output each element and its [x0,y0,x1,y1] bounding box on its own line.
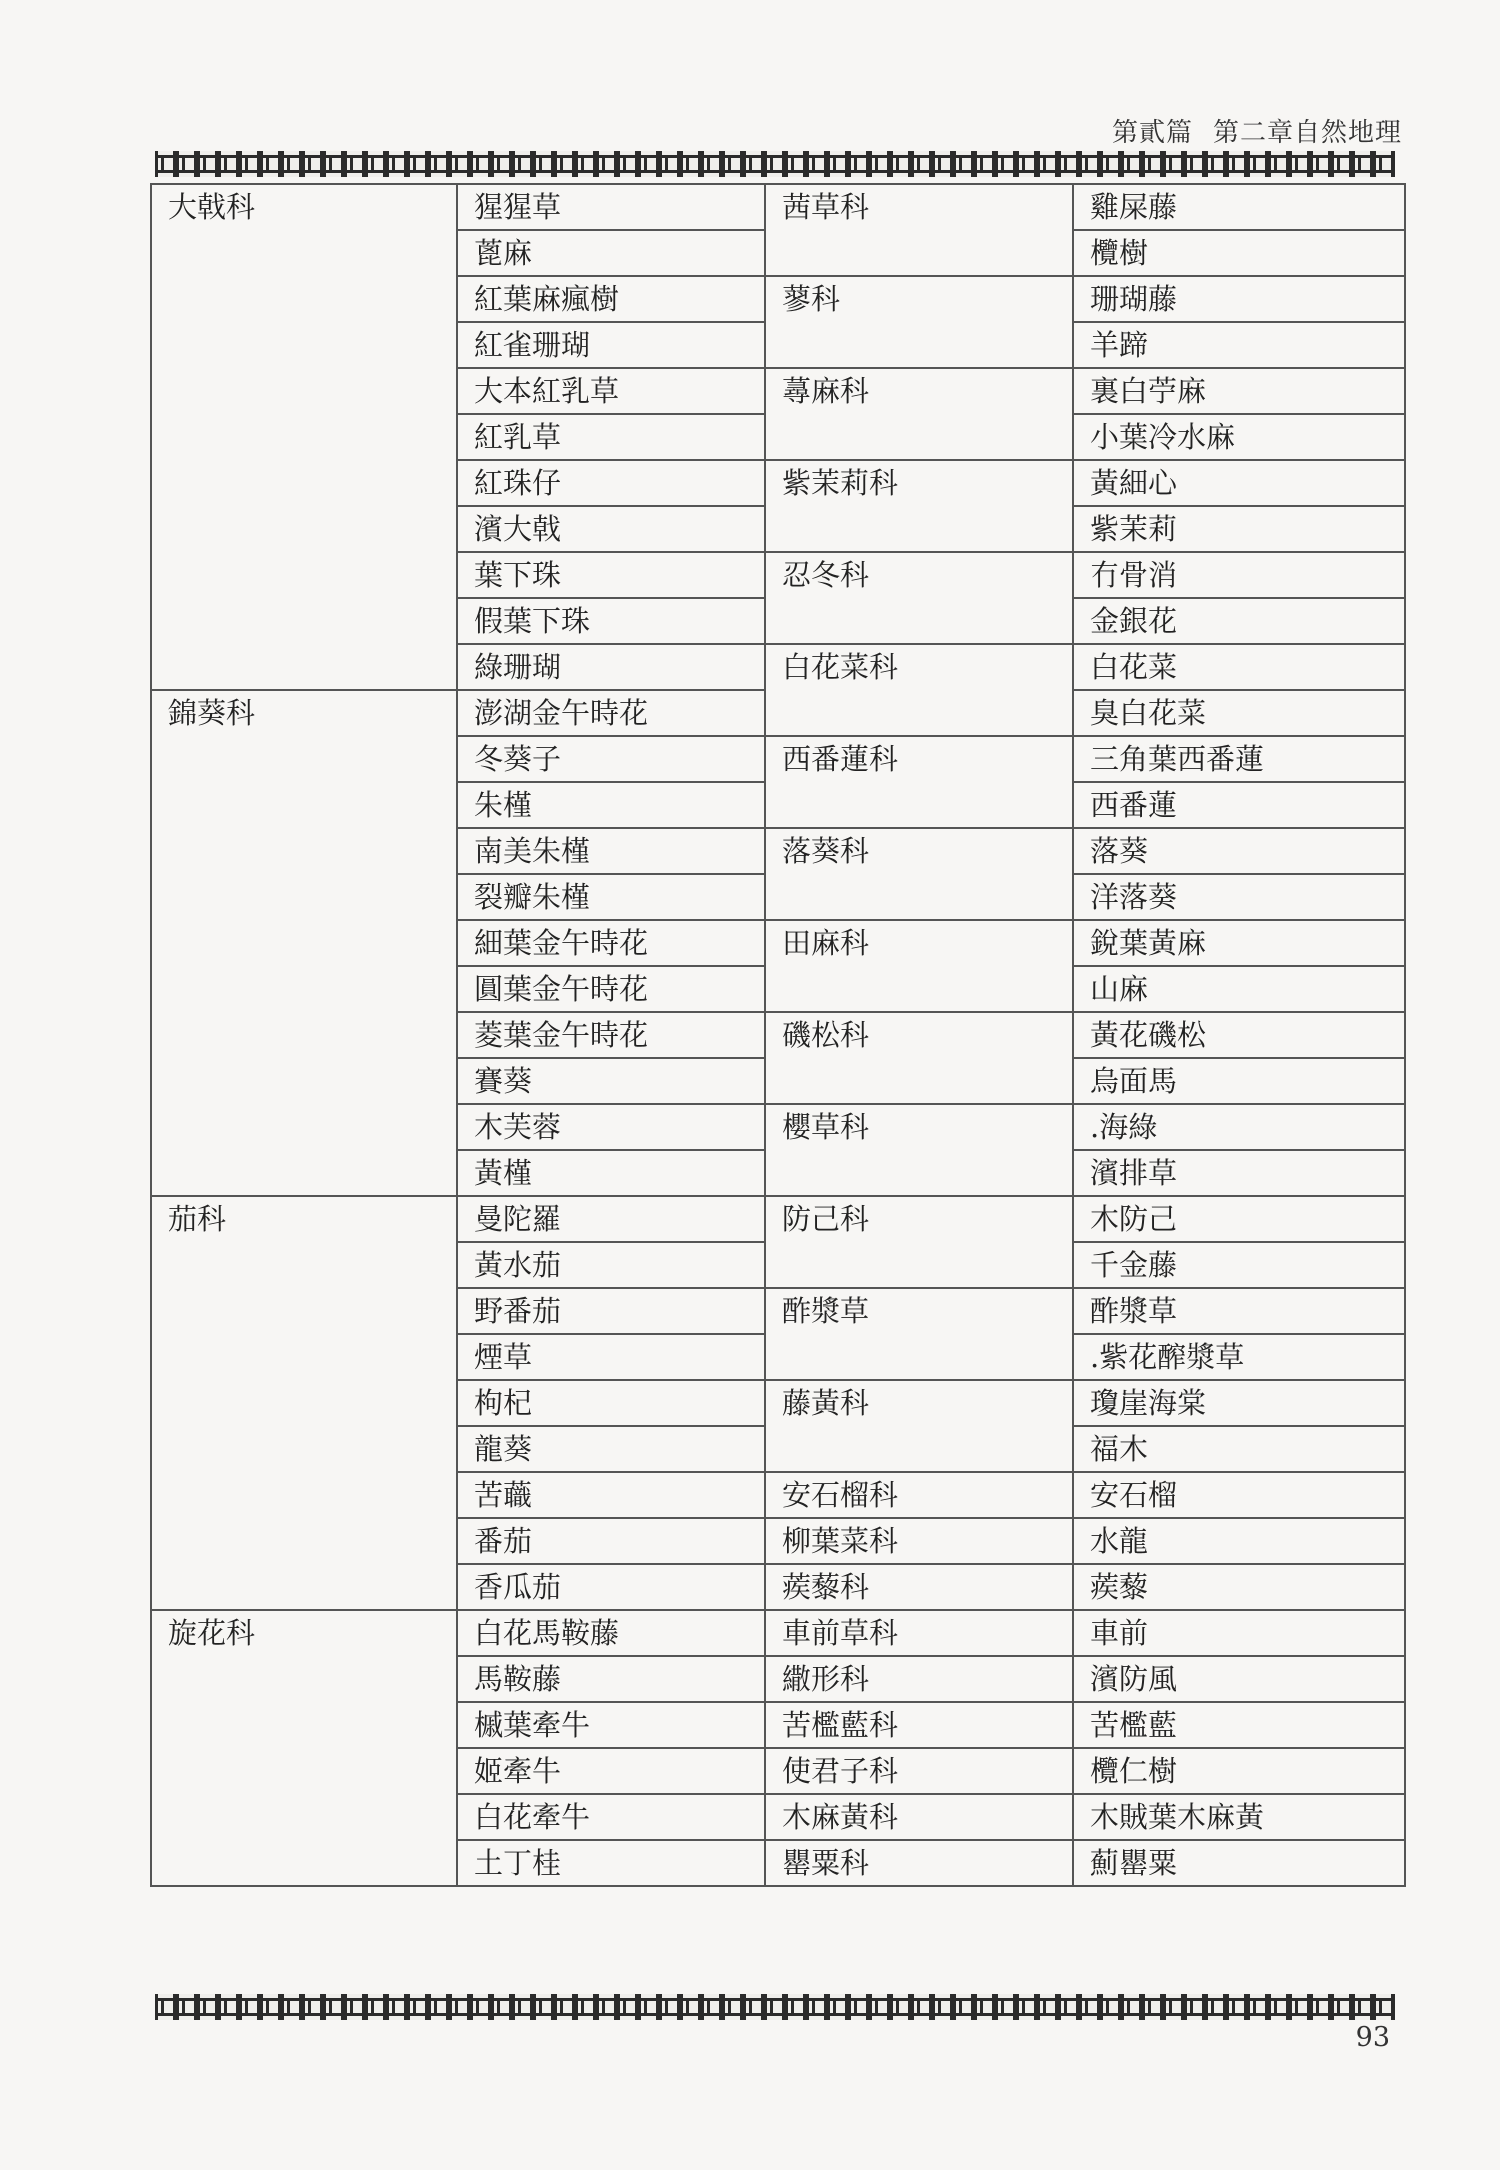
left-species-cell: 南美朱槿 [457,828,765,874]
right-species-cell: .海綠 [1073,1104,1405,1150]
right-family-cell: 柳葉菜科 [765,1518,1073,1564]
right-family-cell: 車前草科 [765,1610,1073,1656]
right-family-cell: 蓼科 [765,276,1073,368]
right-species-cell: 雞屎藤 [1073,184,1405,230]
right-species-cell: 山麻 [1073,966,1405,1012]
right-species-cell: 裏白苧麻 [1073,368,1405,414]
left-species-cell: 菱葉金午時花 [457,1012,765,1058]
right-species-cell: 珊瑚藤 [1073,276,1405,322]
left-species-cell: 紅雀珊瑚 [457,322,765,368]
right-species-cell: 木防己 [1073,1196,1405,1242]
right-species-cell: 紫茉莉 [1073,506,1405,552]
table-row [151,1610,1405,1656]
right-species-cell: 黃細心 [1073,460,1405,506]
right-species-cell: 濱排草 [1073,1150,1405,1196]
left-species-cell: 葉下珠 [457,552,765,598]
right-species-cell: 小葉冷水麻 [1073,414,1405,460]
left-species-cell: 白花牽牛 [457,1794,765,1840]
left-species-cell: 紅珠仔 [457,460,765,506]
left-species-cell: 紅乳草 [457,414,765,460]
right-species-cell: 烏面馬 [1073,1058,1405,1104]
header-part: 第貳篇 [1111,118,1193,148]
left-species-cell: 姬牽牛 [457,1748,765,1794]
left-species-cell: 曼陀羅 [457,1196,765,1242]
plant-family-table [150,183,1406,1887]
left-species-cell: 黃槿 [457,1150,765,1196]
right-species-cell: 西番蓮 [1073,782,1405,828]
right-species-cell: 黃花磯松 [1073,1012,1405,1058]
right-species-cell: 薊罌粟 [1073,1840,1405,1886]
left-family-cell: 錦葵科 [151,690,457,1196]
left-family-cell: 茄科 [151,1196,457,1610]
right-species-cell: 羊蹄 [1073,322,1405,368]
right-family-cell: 白花菜科 [765,644,1073,736]
right-family-cell: 田麻科 [765,920,1073,1012]
right-family-cell: 酢漿草 [765,1288,1073,1380]
right-family-cell: 木麻黃科 [765,1794,1073,1840]
left-species-cell: 朱槿 [457,782,765,828]
left-species-cell: 濱大戟 [457,506,765,552]
right-family-cell: 繖形科 [765,1656,1073,1702]
right-species-cell: 瓊崖海棠 [1073,1380,1405,1426]
left-species-cell: 番茄 [457,1518,765,1564]
left-species-cell: 枸杞 [457,1380,765,1426]
left-family-cell: 旋花科 [151,1610,457,1886]
table-row [151,1196,1405,1242]
right-species-cell: 金銀花 [1073,598,1405,644]
right-family-cell: 苦檻藍科 [765,1702,1073,1748]
left-species-cell: 紅葉麻瘋樹 [457,276,765,322]
right-species-cell: 蒺藜 [1073,1564,1405,1610]
right-species-cell: 苦檻藍 [1073,1702,1405,1748]
left-species-cell: 白花馬鞍藤 [457,1610,765,1656]
right-species-cell: 冇骨消 [1073,552,1405,598]
right-species-cell: 車前 [1073,1610,1405,1656]
right-species-cell: 水龍 [1073,1518,1405,1564]
right-family-cell: 磯松科 [765,1012,1073,1104]
top-decorative-border [155,151,1395,177]
right-species-cell: .紫花醡漿草 [1073,1334,1405,1380]
right-family-cell: 紫茉莉科 [765,460,1073,552]
right-family-cell: 西番蓮科 [765,736,1073,828]
header-chapter: 第二章自然地理 [1212,118,1402,148]
right-species-cell: 酢漿草 [1073,1288,1405,1334]
left-species-cell: 土丁桂 [457,1840,765,1886]
right-family-cell: 安石榴科 [765,1472,1073,1518]
right-family-cell: 櫻草科 [765,1104,1073,1196]
left-species-cell: 冬葵子 [457,736,765,782]
left-species-cell: 槭葉牽牛 [457,1702,765,1748]
left-species-cell: 香瓜茄 [457,1564,765,1610]
right-family-cell: 蕁麻科 [765,368,1073,460]
right-family-cell: 茜草科 [765,184,1073,276]
left-species-cell: 苦蘵 [457,1472,765,1518]
right-family-cell: 忍冬科 [765,552,1073,644]
left-species-cell: 裂瓣朱槿 [457,874,765,920]
right-species-cell: 落葵 [1073,828,1405,874]
left-species-cell: 黃水茄 [457,1242,765,1288]
page-number: 93 [1355,2022,1390,2053]
right-species-cell: 安石榴 [1073,1472,1405,1518]
right-species-cell: 濱防風 [1073,1656,1405,1702]
left-family-cell: 大戟科 [151,184,457,690]
left-species-cell: 蓖麻 [457,230,765,276]
left-species-cell: 馬鞍藤 [457,1656,765,1702]
left-species-cell: 綠珊瑚 [457,644,765,690]
table-body [151,184,1405,1886]
right-species-cell: 千金藤 [1073,1242,1405,1288]
table-row [151,184,1405,230]
right-species-cell: 三角葉西番蓮 [1073,736,1405,782]
left-species-cell: 野番茄 [457,1288,765,1334]
right-species-cell: 洋落葵 [1073,874,1405,920]
running-header [1112,112,1402,149]
right-family-cell: 防己科 [765,1196,1073,1288]
right-family-cell: 藤黃科 [765,1380,1073,1472]
right-species-cell: 欖樹 [1073,230,1405,276]
right-species-cell: 福木 [1073,1426,1405,1472]
right-species-cell: 白花菜 [1073,644,1405,690]
left-species-cell: 澎湖金午時花 [457,690,765,736]
left-species-cell: 大本紅乳草 [457,368,765,414]
left-species-cell: 圓葉金午時花 [457,966,765,1012]
left-species-cell: 龍葵 [457,1426,765,1472]
left-species-cell: 賽葵 [457,1058,765,1104]
right-family-cell: 蒺藜科 [765,1564,1073,1610]
right-species-cell: 銳葉黃麻 [1073,920,1405,966]
right-species-cell: 木賊葉木麻黃 [1073,1794,1405,1840]
left-species-cell: 木芙蓉 [457,1104,765,1150]
right-family-cell: 罌粟科 [765,1840,1073,1886]
bottom-decorative-border [155,1994,1395,2020]
left-species-cell: 猩猩草 [457,184,765,230]
left-species-cell: 假葉下珠 [457,598,765,644]
right-species-cell: 臭白花菜 [1073,690,1405,736]
right-species-cell: 欖仁樹 [1073,1748,1405,1794]
right-family-cell: 落葵科 [765,828,1073,920]
left-species-cell: 細葉金午時花 [457,920,765,966]
right-family-cell: 使君子科 [765,1748,1073,1794]
left-species-cell: 煙草 [457,1334,765,1380]
